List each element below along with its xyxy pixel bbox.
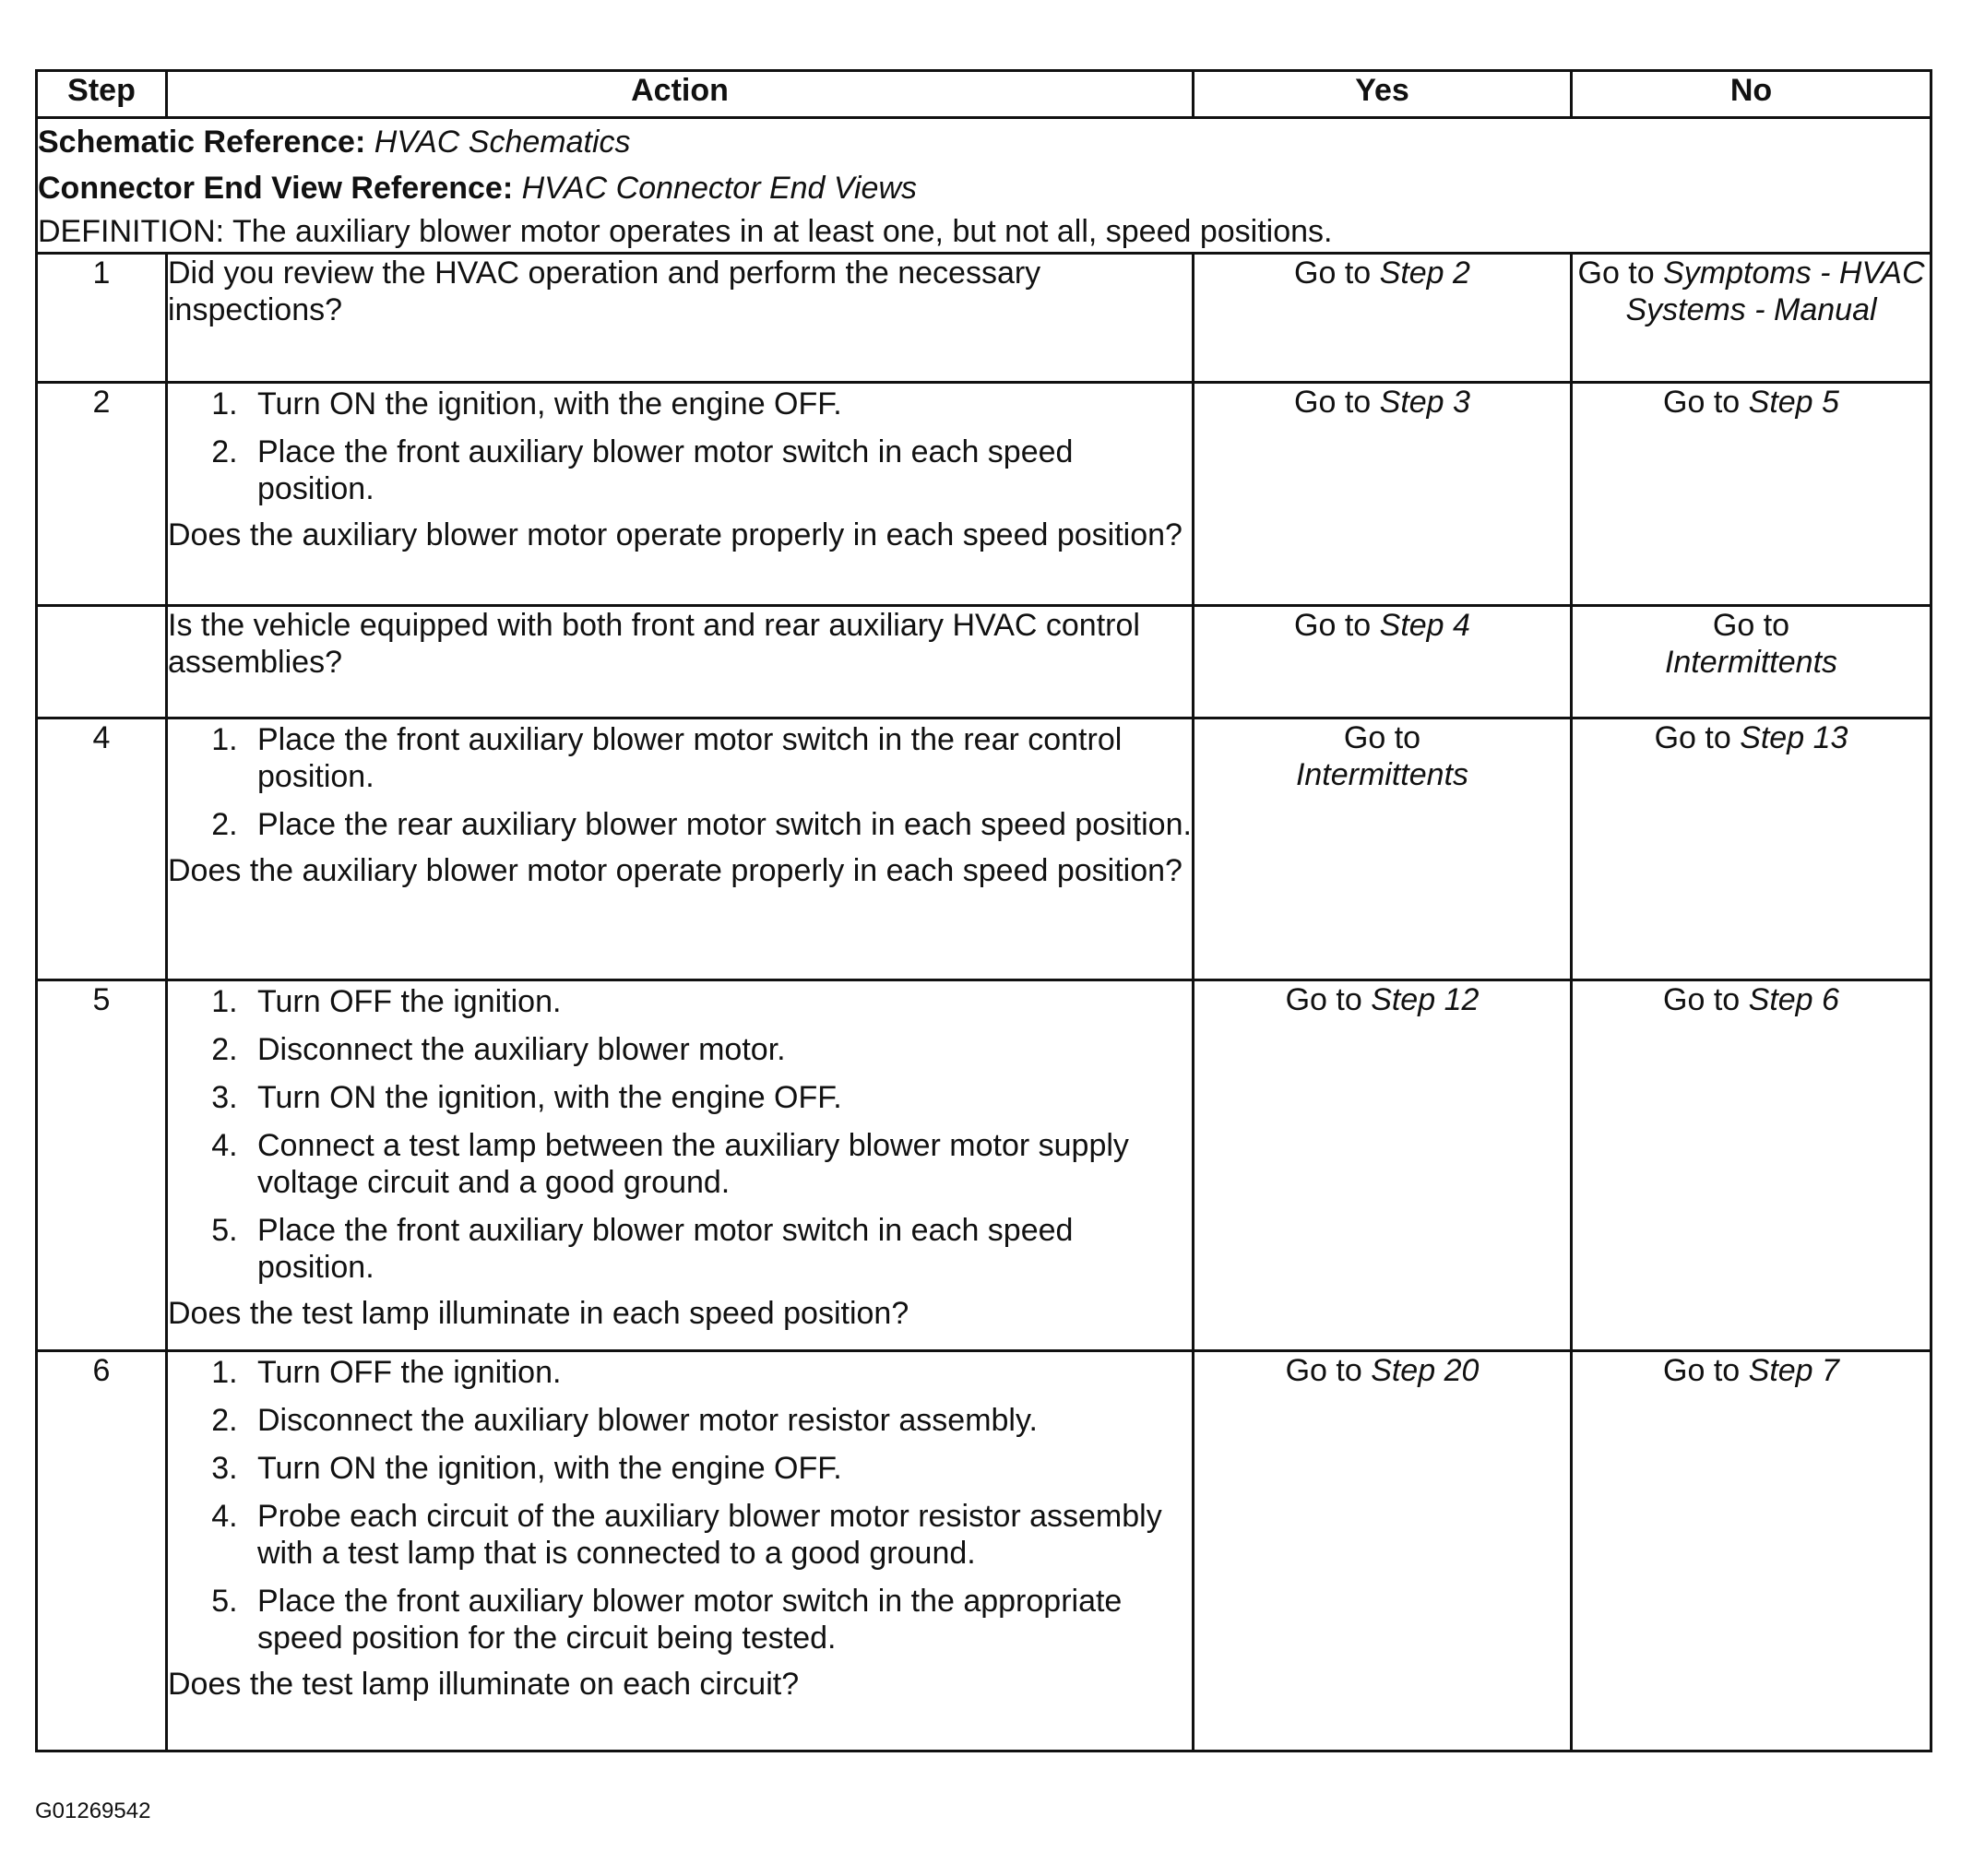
substep-item: 2. Place the rear auxiliary blower motor switch in each speed position. bbox=[246, 806, 1192, 843]
substep-list bbox=[168, 721, 1192, 843]
action-cell bbox=[167, 383, 1194, 606]
no-goto-target[interactable]: Step 5 bbox=[1748, 385, 1839, 420]
substep-item: 3. Turn ON the ignition, with the engine OFF. bbox=[246, 1079, 1192, 1116]
step-row bbox=[37, 254, 1931, 383]
yes-goto-target[interactable]: Step 4 bbox=[1379, 608, 1470, 643]
substep-item: 5. Place the front auxiliary blower motor switch in each speed position. bbox=[246, 1212, 1192, 1286]
connector-reference-value: HVAC Connector End Views bbox=[521, 171, 917, 206]
no-cell bbox=[1572, 718, 1931, 980]
substep-item: 2. Place the front auxiliary blower motor switch in each speed position. bbox=[246, 433, 1192, 507]
yes-goto-target[interactable]: Step 12 bbox=[1371, 982, 1480, 1017]
no-goto-target[interactable]: Symptoms - HVAC Systems - Manual bbox=[1625, 255, 1925, 327]
substep-list bbox=[168, 1354, 1192, 1656]
substep-item: 4. Connect a test lamp between the auxiliary blower motor supply voltage circuit and a good ground. bbox=[246, 1127, 1192, 1201]
yes-cell bbox=[1194, 1351, 1572, 1751]
step-number: 1 bbox=[37, 254, 167, 383]
yes-cell bbox=[1194, 254, 1572, 383]
substep-item: 1. Turn OFF the ignition. bbox=[246, 1354, 1192, 1391]
yes-goto-prefix: Go to bbox=[1294, 608, 1380, 643]
header-row bbox=[37, 71, 1931, 118]
substep-item: 1. Place the front auxiliary blower motor switch in the rear control position. bbox=[246, 721, 1192, 795]
step-row bbox=[37, 606, 1931, 718]
action-cell bbox=[167, 718, 1194, 980]
yes-goto-prefix: Go to bbox=[1343, 720, 1421, 755]
substep-list bbox=[168, 386, 1192, 507]
yes-cell bbox=[1194, 718, 1572, 980]
step-row bbox=[37, 383, 1931, 606]
substep-item: 5. Place the front auxiliary blower motor switch in the appropriate speed position for the circuit being tested. bbox=[246, 1583, 1192, 1656]
step-row bbox=[37, 980, 1931, 1351]
substep-item: 3. Turn ON the ignition, with the engine OFF. bbox=[246, 1450, 1192, 1487]
no-goto-target[interactable]: Step 13 bbox=[1740, 720, 1848, 755]
yes-goto-target[interactable]: Step 3 bbox=[1379, 385, 1470, 420]
step-question: Does the auxiliary blower motor operate properly in each speed position? bbox=[168, 853, 1183, 888]
step-row bbox=[37, 718, 1931, 980]
header-step: Step bbox=[37, 71, 167, 118]
connector-reference bbox=[38, 165, 1930, 211]
yes-cell bbox=[1194, 383, 1572, 606]
no-cell bbox=[1572, 383, 1931, 606]
substep-item: 1. Turn OFF the ignition. bbox=[246, 983, 1192, 1020]
no-cell bbox=[1572, 606, 1931, 718]
reference-row bbox=[37, 118, 1931, 254]
yes-goto-prefix: Go to bbox=[1285, 982, 1372, 1017]
schematic-reference-value: HVAC Schematics bbox=[374, 125, 631, 160]
step-row bbox=[37, 1351, 1931, 1751]
no-cell bbox=[1572, 254, 1931, 383]
no-goto-prefix: Go to bbox=[1654, 720, 1741, 755]
yes-goto-target[interactable]: Step 20 bbox=[1371, 1353, 1480, 1388]
no-goto-prefix: Go to bbox=[1712, 608, 1790, 643]
action-cell bbox=[167, 254, 1194, 383]
step-question: Does the test lamp illuminate on each circuit? bbox=[168, 1667, 800, 1702]
yes-goto-prefix: Go to bbox=[1285, 1353, 1372, 1388]
no-goto-prefix: Go to bbox=[1663, 385, 1749, 420]
substep-list bbox=[168, 983, 1192, 1286]
action-cell bbox=[167, 980, 1194, 1351]
header-action: Action bbox=[167, 71, 1194, 118]
step-question: Does the auxiliary blower motor operate properly in each speed position? bbox=[168, 517, 1183, 552]
step-rows bbox=[37, 254, 1931, 1751]
figure-id: G01269542 bbox=[35, 1799, 151, 1823]
substep-item: 4. Probe each circuit of the auxiliary blower motor resistor assembly with a test lamp that is connected to a good ground. bbox=[246, 1498, 1192, 1572]
schematic-reference bbox=[38, 119, 1930, 165]
connector-reference-label: Connector End View Reference: bbox=[38, 171, 514, 206]
no-goto-prefix: Go to bbox=[1663, 1353, 1749, 1388]
header-no: No bbox=[1572, 71, 1931, 118]
action-cell bbox=[167, 606, 1194, 718]
yes-cell bbox=[1194, 606, 1572, 718]
no-cell bbox=[1572, 980, 1931, 1351]
step-question: Does the test lamp illuminate in each speed position? bbox=[168, 1296, 909, 1331]
definition-text: DEFINITION: The auxiliary blower motor operates in at least one, but not all, speed positions. bbox=[38, 214, 1333, 249]
no-goto-target[interactable]: Step 6 bbox=[1748, 982, 1839, 1017]
step-number: 2 bbox=[37, 383, 167, 606]
no-goto-target[interactable]: Step 7 bbox=[1748, 1353, 1839, 1388]
schematic-reference-label: Schematic Reference: bbox=[38, 125, 366, 160]
step-number: 6 bbox=[37, 1351, 167, 1751]
action-cell bbox=[167, 1351, 1194, 1751]
step-question: Did you review the HVAC operation and perform the necessary inspections? bbox=[168, 255, 1041, 327]
diagnostic-table bbox=[35, 69, 1932, 1752]
no-goto-prefix: Go to bbox=[1663, 982, 1749, 1017]
step-question: Is the vehicle equipped with both front and rear auxiliary HVAC control assemblies? bbox=[168, 608, 1140, 680]
yes-goto-target[interactable]: Step 2 bbox=[1379, 255, 1470, 291]
yes-goto-target[interactable]: Intermittents bbox=[1295, 757, 1469, 792]
no-goto-prefix: Go to bbox=[1577, 255, 1664, 291]
reference-cell bbox=[37, 118, 1931, 254]
substep-item: 1. Turn ON the ignition, with the engine OFF. bbox=[246, 386, 1192, 422]
step-number: 5 bbox=[37, 980, 167, 1351]
step-number: 4 bbox=[37, 718, 167, 980]
substep-item: 2. Disconnect the auxiliary blower motor resistor assembly. bbox=[246, 1402, 1192, 1439]
no-goto-target[interactable]: Intermittents bbox=[1664, 645, 1838, 680]
no-cell bbox=[1572, 1351, 1931, 1751]
yes-cell bbox=[1194, 980, 1572, 1351]
yes-goto-prefix: Go to bbox=[1294, 255, 1380, 291]
substep-item: 2. Disconnect the auxiliary blower motor. bbox=[246, 1031, 1192, 1068]
step-number bbox=[37, 606, 167, 718]
yes-goto-prefix: Go to bbox=[1294, 385, 1380, 420]
header-yes: Yes bbox=[1194, 71, 1572, 118]
